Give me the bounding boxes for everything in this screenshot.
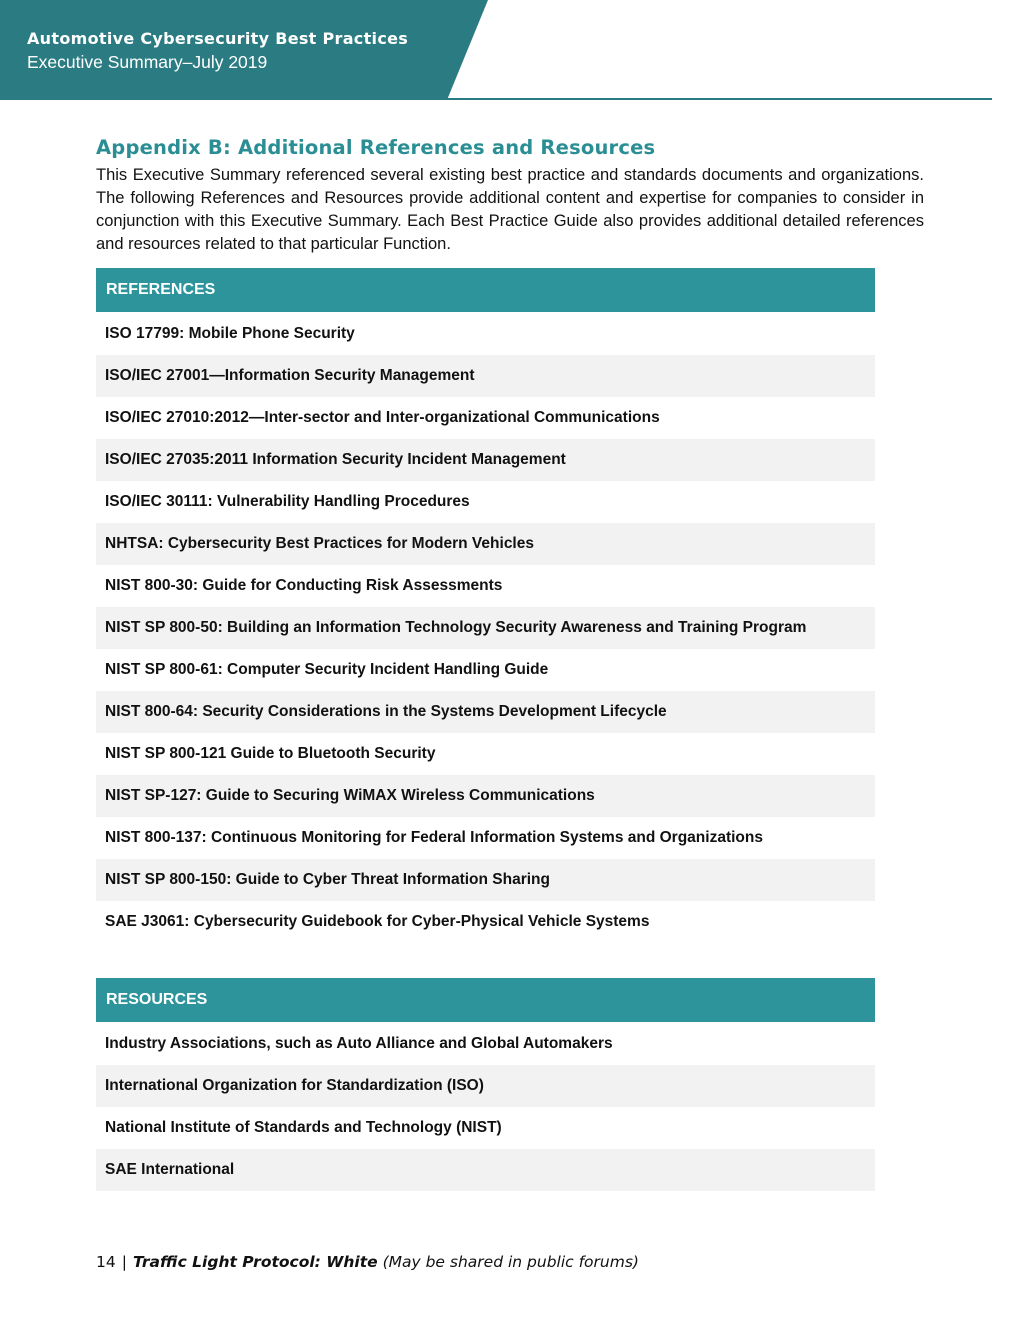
references-rows bbox=[96, 313, 875, 943]
references-header: REFERENCES bbox=[96, 268, 875, 313]
reference-item: ISO/IEC 27001—Information Security Management bbox=[96, 355, 875, 397]
reference-item: NIST SP-127: Guide to Securing WiMAX Wireless Communications bbox=[96, 775, 875, 817]
tlp-note: (May be shared in public forums) bbox=[382, 1253, 639, 1271]
reference-item: ISO/IEC 27010:2012—Inter-sector and Inter-organizational Communications bbox=[96, 397, 875, 439]
tlp-label: Traffic Light Protocol: White bbox=[132, 1253, 378, 1271]
resources-table bbox=[96, 978, 875, 1191]
reference-item: ISO/IEC 30111: Vulnerability Handling Procedures bbox=[96, 481, 875, 523]
header-subtitle: Executive Summary–July 2019 bbox=[27, 52, 268, 72]
references-table bbox=[96, 268, 875, 943]
reference-item: ISO/IEC 27035:2011 Information Security Incident Management bbox=[96, 439, 875, 481]
reference-item: NHTSA: Cybersecurity Best Practices for Modern Vehicles bbox=[96, 523, 875, 565]
reference-item: NIST SP 800-50: Building an Information Technology Security Awareness and Training Program bbox=[96, 607, 875, 649]
page-footer bbox=[96, 1253, 639, 1271]
resources-header: RESOURCES bbox=[96, 978, 875, 1023]
reference-item: NIST SP 800-61: Computer Security Incident Handling Guide bbox=[96, 649, 875, 691]
resource-item: Industry Associations, such as Auto Alliance and Global Automakers bbox=[96, 1023, 875, 1065]
resource-item: National Institute of Standards and Technology (NIST) bbox=[96, 1107, 875, 1149]
appendix-heading: Appendix B: Additional References and Resources bbox=[96, 136, 656, 159]
footer-separator: | bbox=[121, 1253, 127, 1271]
reference-item: NIST 800-30: Guide for Conducting Risk Assessments bbox=[96, 565, 875, 607]
reference-item: NIST SP 800-121 Guide to Bluetooth Security bbox=[96, 733, 875, 775]
header-band bbox=[0, 0, 488, 100]
header-rule bbox=[447, 98, 992, 100]
resources-rows bbox=[96, 1023, 875, 1191]
intro-paragraph: This Executive Summary referenced several existing best practice and standards documents and organizations. The following References and Resources provide additional content and expertise for companies to consider in conjunction with this Executive Summary. Each Best Practice Guide also provides additional detailed references and resources related to that particular Function. bbox=[96, 166, 924, 253]
reference-item: NIST 800-64: Security Considerations in the Systems Development Lifecycle bbox=[96, 691, 875, 733]
resource-item: SAE International bbox=[96, 1149, 875, 1191]
resource-item: International Organization for Standardization (ISO) bbox=[96, 1065, 875, 1107]
reference-item: SAE J3061: Cybersecurity Guidebook for Cyber-Physical Vehicle Systems bbox=[96, 901, 875, 943]
reference-item: NIST 800-137: Continuous Monitoring for Federal Information Systems and Organizations bbox=[96, 817, 875, 859]
header-title: Automotive Cybersecurity Best Practices bbox=[27, 29, 409, 48]
reference-item: NIST SP 800-150: Guide to Cyber Threat Information Sharing bbox=[96, 859, 875, 901]
page-number: 14 bbox=[96, 1253, 116, 1271]
reference-item: ISO 17799: Mobile Phone Security bbox=[96, 313, 875, 355]
